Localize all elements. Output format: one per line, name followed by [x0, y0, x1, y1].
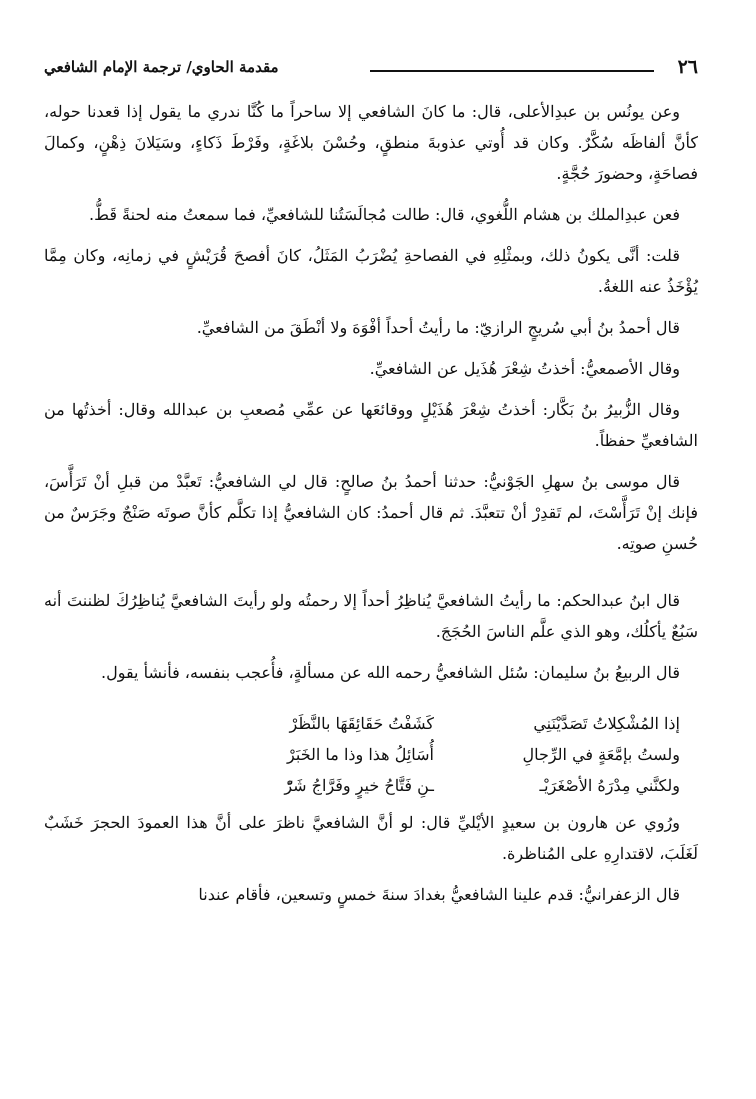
verse-first-hemistich: ولكنَّني مِدْرَهُ الأصْغَرَيْـ — [539, 776, 680, 795]
verse-first-hemistich: ولستُ بإمَّعَةٍ في الرِّجالِ — [522, 745, 680, 764]
poem-verse — [44, 770, 680, 801]
running-header — [44, 52, 698, 82]
paragraph: ورُوي عن هارون بن سعيدٍ الأيْليِّ قال: لو أنَّ الشافعيَّ ناظرَ على أنَّ هذا العمودَ الحجرَ خَشَبٌ لَغَلَبَ، لاقتدارِهِ على المُناظرة. — [44, 813, 698, 863]
poem-verse — [44, 739, 680, 770]
paragraph: وعن يونُس بن عبدِالأعلى، قال: ما كانَ الشافعي إلا ساحراً ما كُنَّا ندري ما يقول إذا قعدنا حوله، كأنَّ ألفاظَه سُكَّرٌ. وكان قد أُوتي عذوبةَ منطقٍ، وحُسْنَ بلاغَةٍ، وفَرْطَ ذَكاءٍ، وسَيَلانَ ذِهْنٍ، وكمالَ فصاحَةٍ، وحضورَ حُجَّةٍ. — [44, 102, 699, 183]
paragraph: فعن عبدِالملك بن هشام اللُّغوي، قال: طالت مُجالَسَتُنا للشافعيِّ، فما سمعتُ منه لحنةً قَطُّ. — [89, 205, 680, 224]
verse-second-hemistich: كَشَفْتُ حَقَائِقَهَا بالنَّظَرْ — [289, 714, 434, 733]
running-title: مقدمة الحاوي/ ترجمة الإمام الشافعي — [44, 58, 279, 76]
poem — [44, 708, 698, 801]
paragraph: وقال الأصمعيُّ: أخذتُ شِعْرَ هُذَيل عن الشافعيِّ. — [369, 359, 680, 378]
verse-second-hemistich: ـنِ فَتَّاحُ خيرٍ وفَرَّاجُ شَرّْ — [284, 776, 434, 795]
paragraph: قال ابنُ عبدالحكم: ما رأيتُ الشافعيَّ يُناظِرُ أحداً إلا رحمتُه ولو رأيتَ الشافعيَّ يُناظِرُكَ لظننتَ أنه سَبُعٌ يأكلُك، وهو الذي علَّم الناسَ الحُجَجَ. — [44, 591, 698, 641]
poem-verse — [44, 708, 680, 739]
paragraph: قال أحمدُ بنُ أبي سُريجٍ الرازيّ: ما رأيتُ أحداً أفْوَهَ ولا أنْطَقَ من الشافعيِّ. — [196, 318, 680, 337]
paragraph: وقال الزُّبيرُ بنُ بَكَّار: أخذتُ شِعْرَ هُذَيْلٍ ووقائعَها عن عمِّي مُصعبِ بن عبدالله وقال: أخذتُها من الشافعيِّ حفظاً. — [44, 400, 698, 450]
paragraph: قال موسى بنُ سهلِ الجَوْنيُّ: حدثنا أحمدُ بنُ صالحٍ: قال لي الشافعيُّ: تَعبَّدْ من قبلِ أنْ تَرَأَّسَ، فإنك إنْ تَرَأَّسْتَ، لم تَقدِرْ أنْ تتعبَّدَ. ثم قال أحمدُ: كان الشافعيُّ إذا تكلَّم كأنَّ صوتَه صَنْجٌ وجَرَسٌ من حُسنِ صوتِه. — [44, 472, 698, 553]
header-rule — [370, 70, 654, 72]
verse-second-hemistich: أُسَائِلُ هذا وذا ما الخَبَرْ — [287, 745, 434, 764]
paragraph: قال الربيعُ بنُ سليمان: سُئل الشافعيُّ رحمه الله عن مسألةٍ، فأُعجب بنفسه، فأنشأ يقول. — [100, 663, 680, 682]
page-number: ٢٦ — [677, 56, 698, 78]
paragraph: قال الزعفرانيُّ: قدم علينا الشافعيُّ بغدادَ سنةَ خمسٍ وتسعين، فأقام عندنا — [198, 885, 680, 904]
page-body — [44, 96, 698, 920]
paragraph: قلت: أنَّى يكونُ ذلك، وبمثْلِهِ في الفصاحةِ يُضْرَبُ المَثَلُ، كانَ أفصحَ قُرَيْشٍ في زمانِه، وكان مِمَّا يُؤْخَذُ عنه اللغةُ. — [44, 246, 698, 296]
verse-first-hemistich: إذا المُشْكِلاتُ تَصَدَّيْنَنِي — [533, 714, 680, 733]
